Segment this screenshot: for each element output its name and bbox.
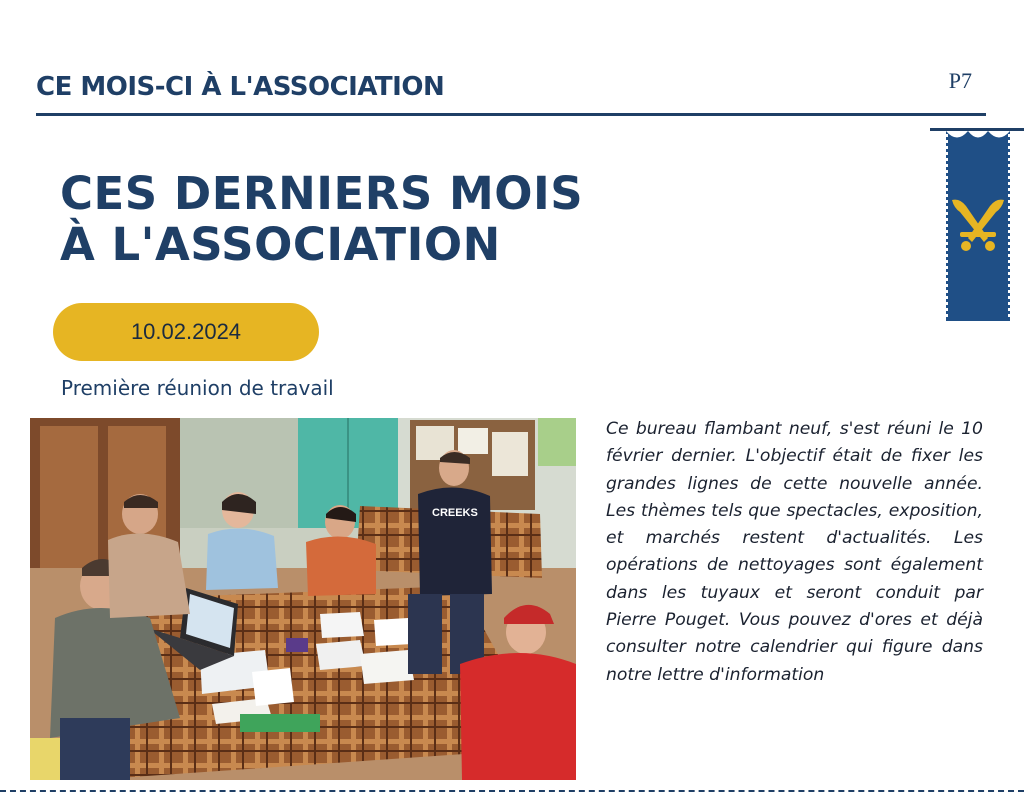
meeting-photo [30, 418, 576, 780]
page-number: P7 [948, 68, 972, 93]
article-body: Ce bureau flambant neuf, s'est réuni le 10 février dernier. L'objectif était de fixer les grandes lignes de cette nouvelle année. Les thèmes tels que spectacles, exposition, et marchés restent d'actualités. Les opérations de nettoyages sont également dans les tuyaux et seront conduit par Pierre Pouget. Vous pouvez d'ores et déjà consulter notre calendrier qui figure dans notre lettre d'information [606, 419, 983, 685]
article-subtitle: Première réunion de travail [61, 376, 334, 400]
banner-pennant [930, 128, 1024, 324]
section-header: CE MOIS-CI À L'ASSOCIATION [36, 72, 445, 102]
date-text: 10.02.2024 [130, 319, 242, 344]
header-divider [36, 113, 986, 116]
footer-divider [0, 790, 1024, 792]
sweater-print-text: CREEKS [432, 507, 478, 519]
article-title-line-1: CES DERNIERS MOIS [60, 167, 584, 220]
article-title [60, 168, 583, 270]
article-title-line-2: À L'ASSOCIATION [60, 218, 501, 271]
date-badge [53, 303, 319, 361]
